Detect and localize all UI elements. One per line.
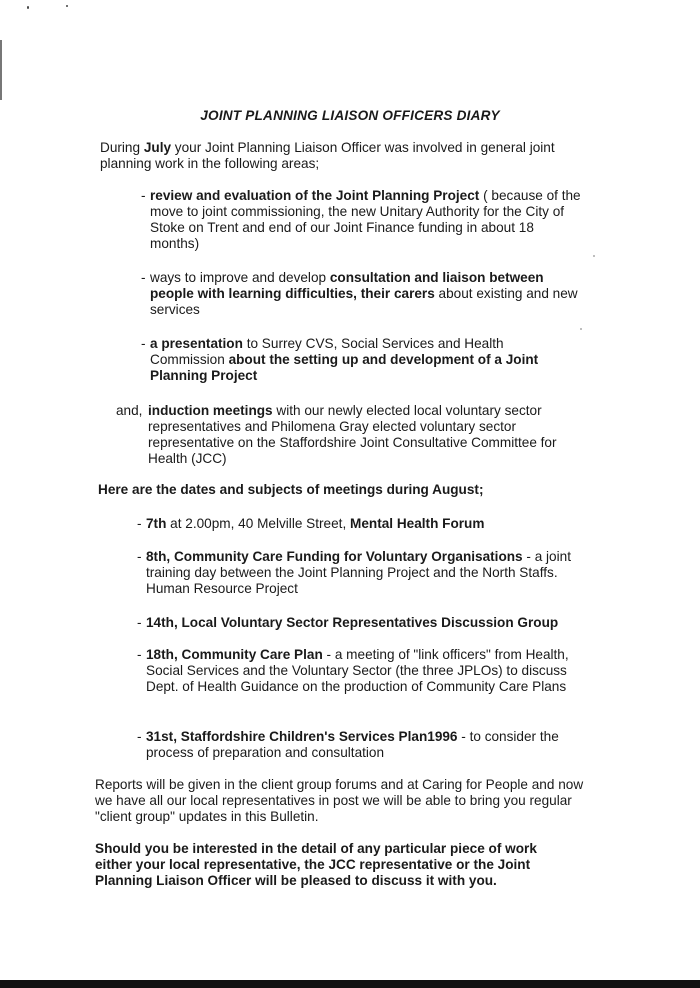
meetings-heading: Here are the dates and subjects of meetings during August; xyxy=(98,482,484,497)
list-item xyxy=(137,729,582,761)
closing-text: Should you be interested in the detail of any particular piece of work either your local representative, the JCC representative or the Joint Planning Liaison Officer will be pleased to discuss it with you. xyxy=(95,841,537,888)
item-text: - a joint training day between the Joint Planning Project and the North Staffs. Human Resource Project xyxy=(146,549,571,596)
reports-paragraph: Reports will be given in the client group forums and at Caring for People and now we have all our local representatives in post we will be able to bring you regular "client group" updates in this Bulletin. xyxy=(95,777,584,824)
item-bold: consultation and liaison between people with learning difficulties, their carers xyxy=(150,270,544,301)
closing-paragraph xyxy=(95,841,540,889)
scan-speck xyxy=(27,6,29,9)
list-item xyxy=(137,549,582,597)
item-bold: review and evaluation of the Joint Planning Project xyxy=(150,188,480,203)
list-item xyxy=(141,336,581,384)
item-bold: 8th, Community Care Funding for Voluntary Organisations xyxy=(146,549,523,564)
list-item xyxy=(141,270,581,318)
list-dash: - xyxy=(141,270,146,285)
page-title: JOINT PLANNING LIAISON OFFICERS DIARY xyxy=(200,108,500,123)
item-bold: 14th, Local Voluntary Sector Representatives Discussion Group xyxy=(146,615,559,630)
item-text: to Surrey CVS, Social Services and Health Commission xyxy=(150,336,504,367)
item-text: - a meeting of "link officers" from Health, Social Services and the Voluntary Sector (the three JPLOs) to discuss Dept. of Health Guidance on the production of Community Care Plans xyxy=(146,647,569,694)
item-bold: induction meetings xyxy=(148,403,273,418)
list-dash: - xyxy=(137,647,142,662)
list-dash: - xyxy=(137,549,142,564)
scan-edge-left xyxy=(0,40,2,100)
intro-text: your Joint Planning Liaison Officer was involved in general joint planning work in the following areas; xyxy=(100,140,555,171)
item-bold: 7th xyxy=(146,516,167,531)
list-dash: - xyxy=(141,188,146,203)
list-item xyxy=(116,403,576,467)
scan-speck xyxy=(66,5,68,7)
item-bold: 18th, Community Care Plan xyxy=(146,647,323,662)
item-bold: Mental Health Forum xyxy=(350,516,485,531)
item-text: about existing and new services xyxy=(150,286,578,317)
list-item xyxy=(141,188,581,252)
section-heading xyxy=(98,482,598,498)
scan-speck xyxy=(580,328,582,330)
item-text: ( because of the move to joint commissioning, the new Unitary Authority for the City of Stoke on Trent and end of our Joint Finance funding in about 18 months) xyxy=(150,188,581,251)
list-item xyxy=(137,647,582,695)
list-item xyxy=(137,516,582,532)
item-bold: about the setting up and development of a Joint Planning Project xyxy=(150,352,539,383)
list-dash: - xyxy=(141,336,146,351)
item-bold: 31st, Staffordshire Children's Services Plan1996 xyxy=(146,729,458,744)
item-lead: and, xyxy=(116,403,143,418)
scan-speck xyxy=(593,255,595,257)
list-item xyxy=(137,615,582,631)
intro-paragraph xyxy=(100,140,586,172)
item-text: with our newly elected local voluntary sector representatives and Philomena Gray elected voluntary sector representative on the Staffordshire Joint Consultative Committee for Health (JCC) xyxy=(148,403,557,466)
item-text: ways to improve and develop xyxy=(150,270,330,285)
list-dash: - xyxy=(137,516,142,531)
list-dash: - xyxy=(137,729,142,744)
intro-text: During xyxy=(100,140,144,155)
list-dash: - xyxy=(137,615,142,630)
item-bold: a presentation xyxy=(150,336,243,351)
item-text: - to consider the process of preparation and consultation xyxy=(146,729,559,760)
scan-edge-bottom xyxy=(0,980,700,988)
intro-month: July xyxy=(143,140,172,155)
item-text: at 2.00pm, 40 Melville Street, xyxy=(166,516,350,531)
